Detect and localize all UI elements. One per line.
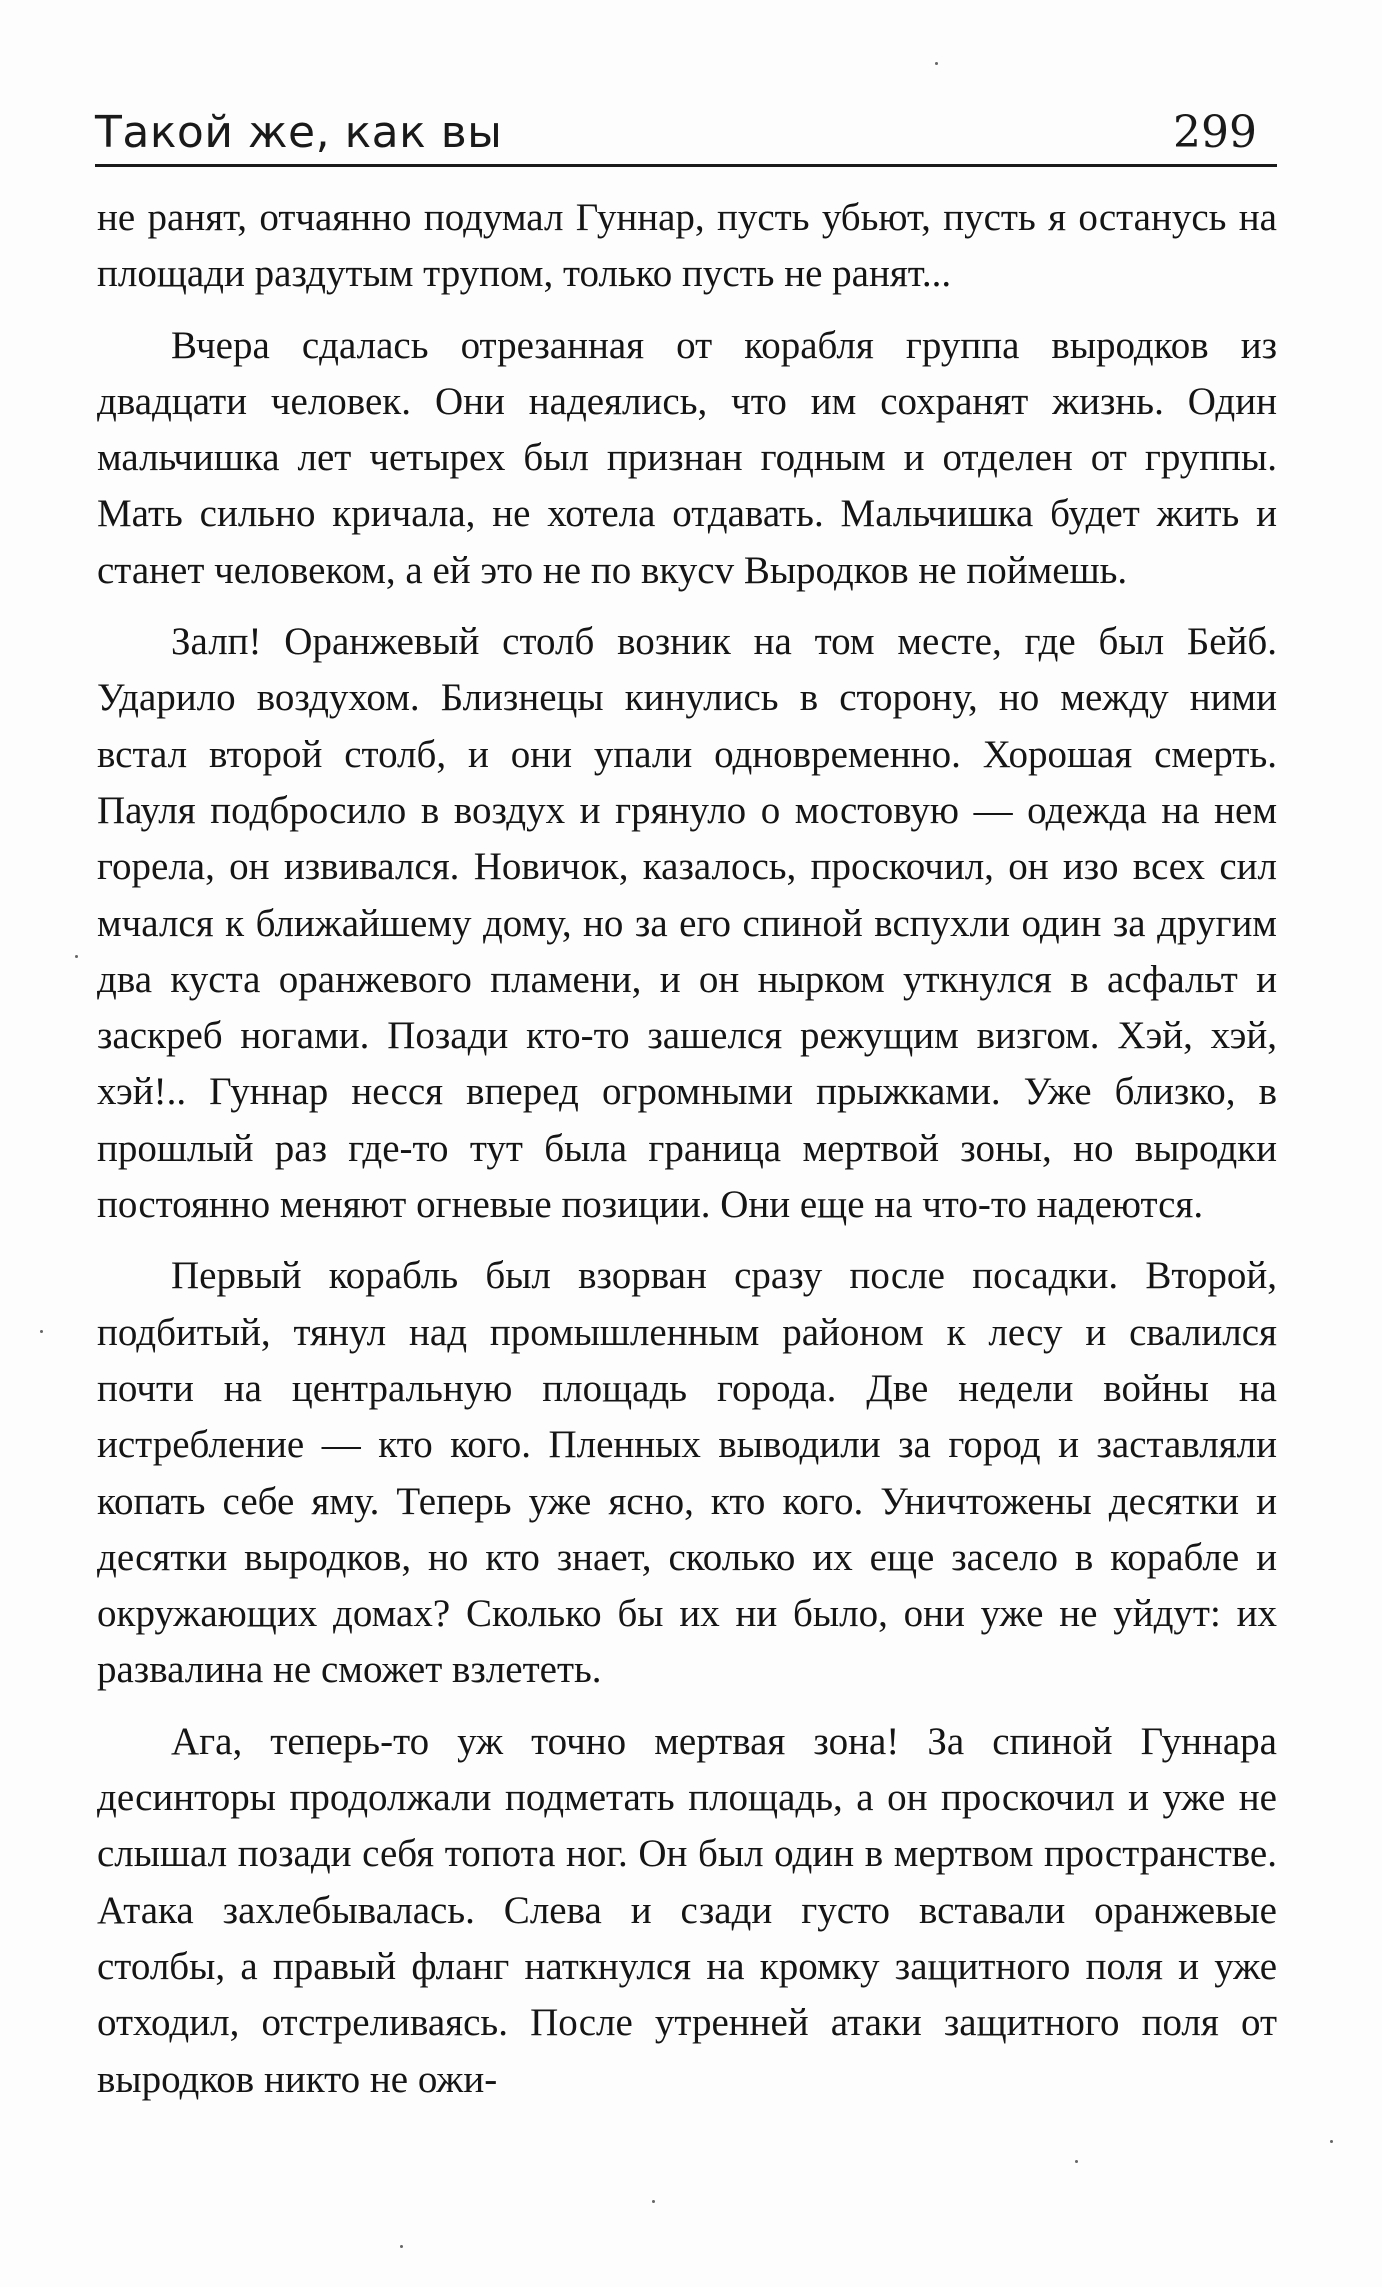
page-header: [95, 96, 1277, 164]
running-title: Такой же, как вы: [95, 107, 503, 158]
scan-speck: [1075, 2160, 1078, 2163]
scan-speck: [1330, 2140, 1333, 2143]
paragraph: Ага, теперь-то уж точно мертвая зона! За спиной Гуннара десинторы продолжали подметать площадь, а он проскочил и уже не слышал позади себя топота ног. Он был один в мертвом пространстве. Атака захлебывалась. Слева и сзади густо вставали оранжевые столбы, а правый фланг наткнулся на кромку защитного поля и уже отходил, отстреливаясь. После утренней атаки защитного поля от выродков никто не ожи-: [97, 1719, 1277, 2101]
paragraph: Вчера сдалась отрезанная от корабля группа выродков из двадцати человек. Они надеялись, что им сохранят жизнь. Один мальчишка лет четырех был признан годным и отделен от группы. Мать сильно кричала, не хотела отдавать. Мальчишка будет жить и станет человеком, а ей это не по вкусv Выродков не поймешь.: [97, 323, 1277, 592]
scan-speck: [935, 62, 938, 65]
header-rule: [95, 164, 1277, 167]
body-text: [97, 190, 1277, 2123]
paragraph: Первый корабль был взорван сразу после посадки. Второй, подбитый, тянул над промышленным районом к лесу и свалился почти на центральную площадь города. Две недели войны на истребление — кто кого. Пленных выводили за город и заставляли копать себе яму. Теперь уже ясно, кто кого. Уничтожены десятки и десятки выродков, но кто знает, сколько их еще засело в корабле и окружающих домах? Сколько бы их ни было, они уже не уйдут: их развалина не сможет взлететь.: [97, 1254, 1277, 1692]
scan-speck: [652, 2200, 655, 2203]
scan-speck: [400, 2245, 403, 2248]
scan-speck: [40, 1330, 43, 1333]
page-number: 299: [1173, 107, 1257, 158]
scan-speck: [75, 955, 78, 958]
paragraph: не ранят, отчаянно подумал Гуннар, пусть убьют, пусть я останусь на площади раздутым трупом, только пусть не ранят...: [97, 196, 1277, 296]
paragraph: Залп! Оранжевый столб возник на том месте, где был Бейб. Ударило воздухом. Близнецы кинулись в сторону, но между ними встал второй столб, и они упали одновременно. Хорошая смерть. Пауля подбросило в воздух и грянуло о мостовую — одежда на нем горела, он извивался. Новичок, казалось, проскочил, он изо всех сил мчался к ближайшему дому, но за его спиной вспухли один за другим два куста оранжевого пламени, и он нырком уткнулся в асфальт и заскреб ногами. Позади кто-то зашелся режущим визгом. Хэй, хэй, хэй!.. Гуннар несся вперед огромными прыжками. Уже близко, в прошлый раз где-то тут была граница мертвой зоны, но выродки постоянно меняют огневые позиции. Они еще на что-то надеются.: [97, 620, 1277, 1227]
